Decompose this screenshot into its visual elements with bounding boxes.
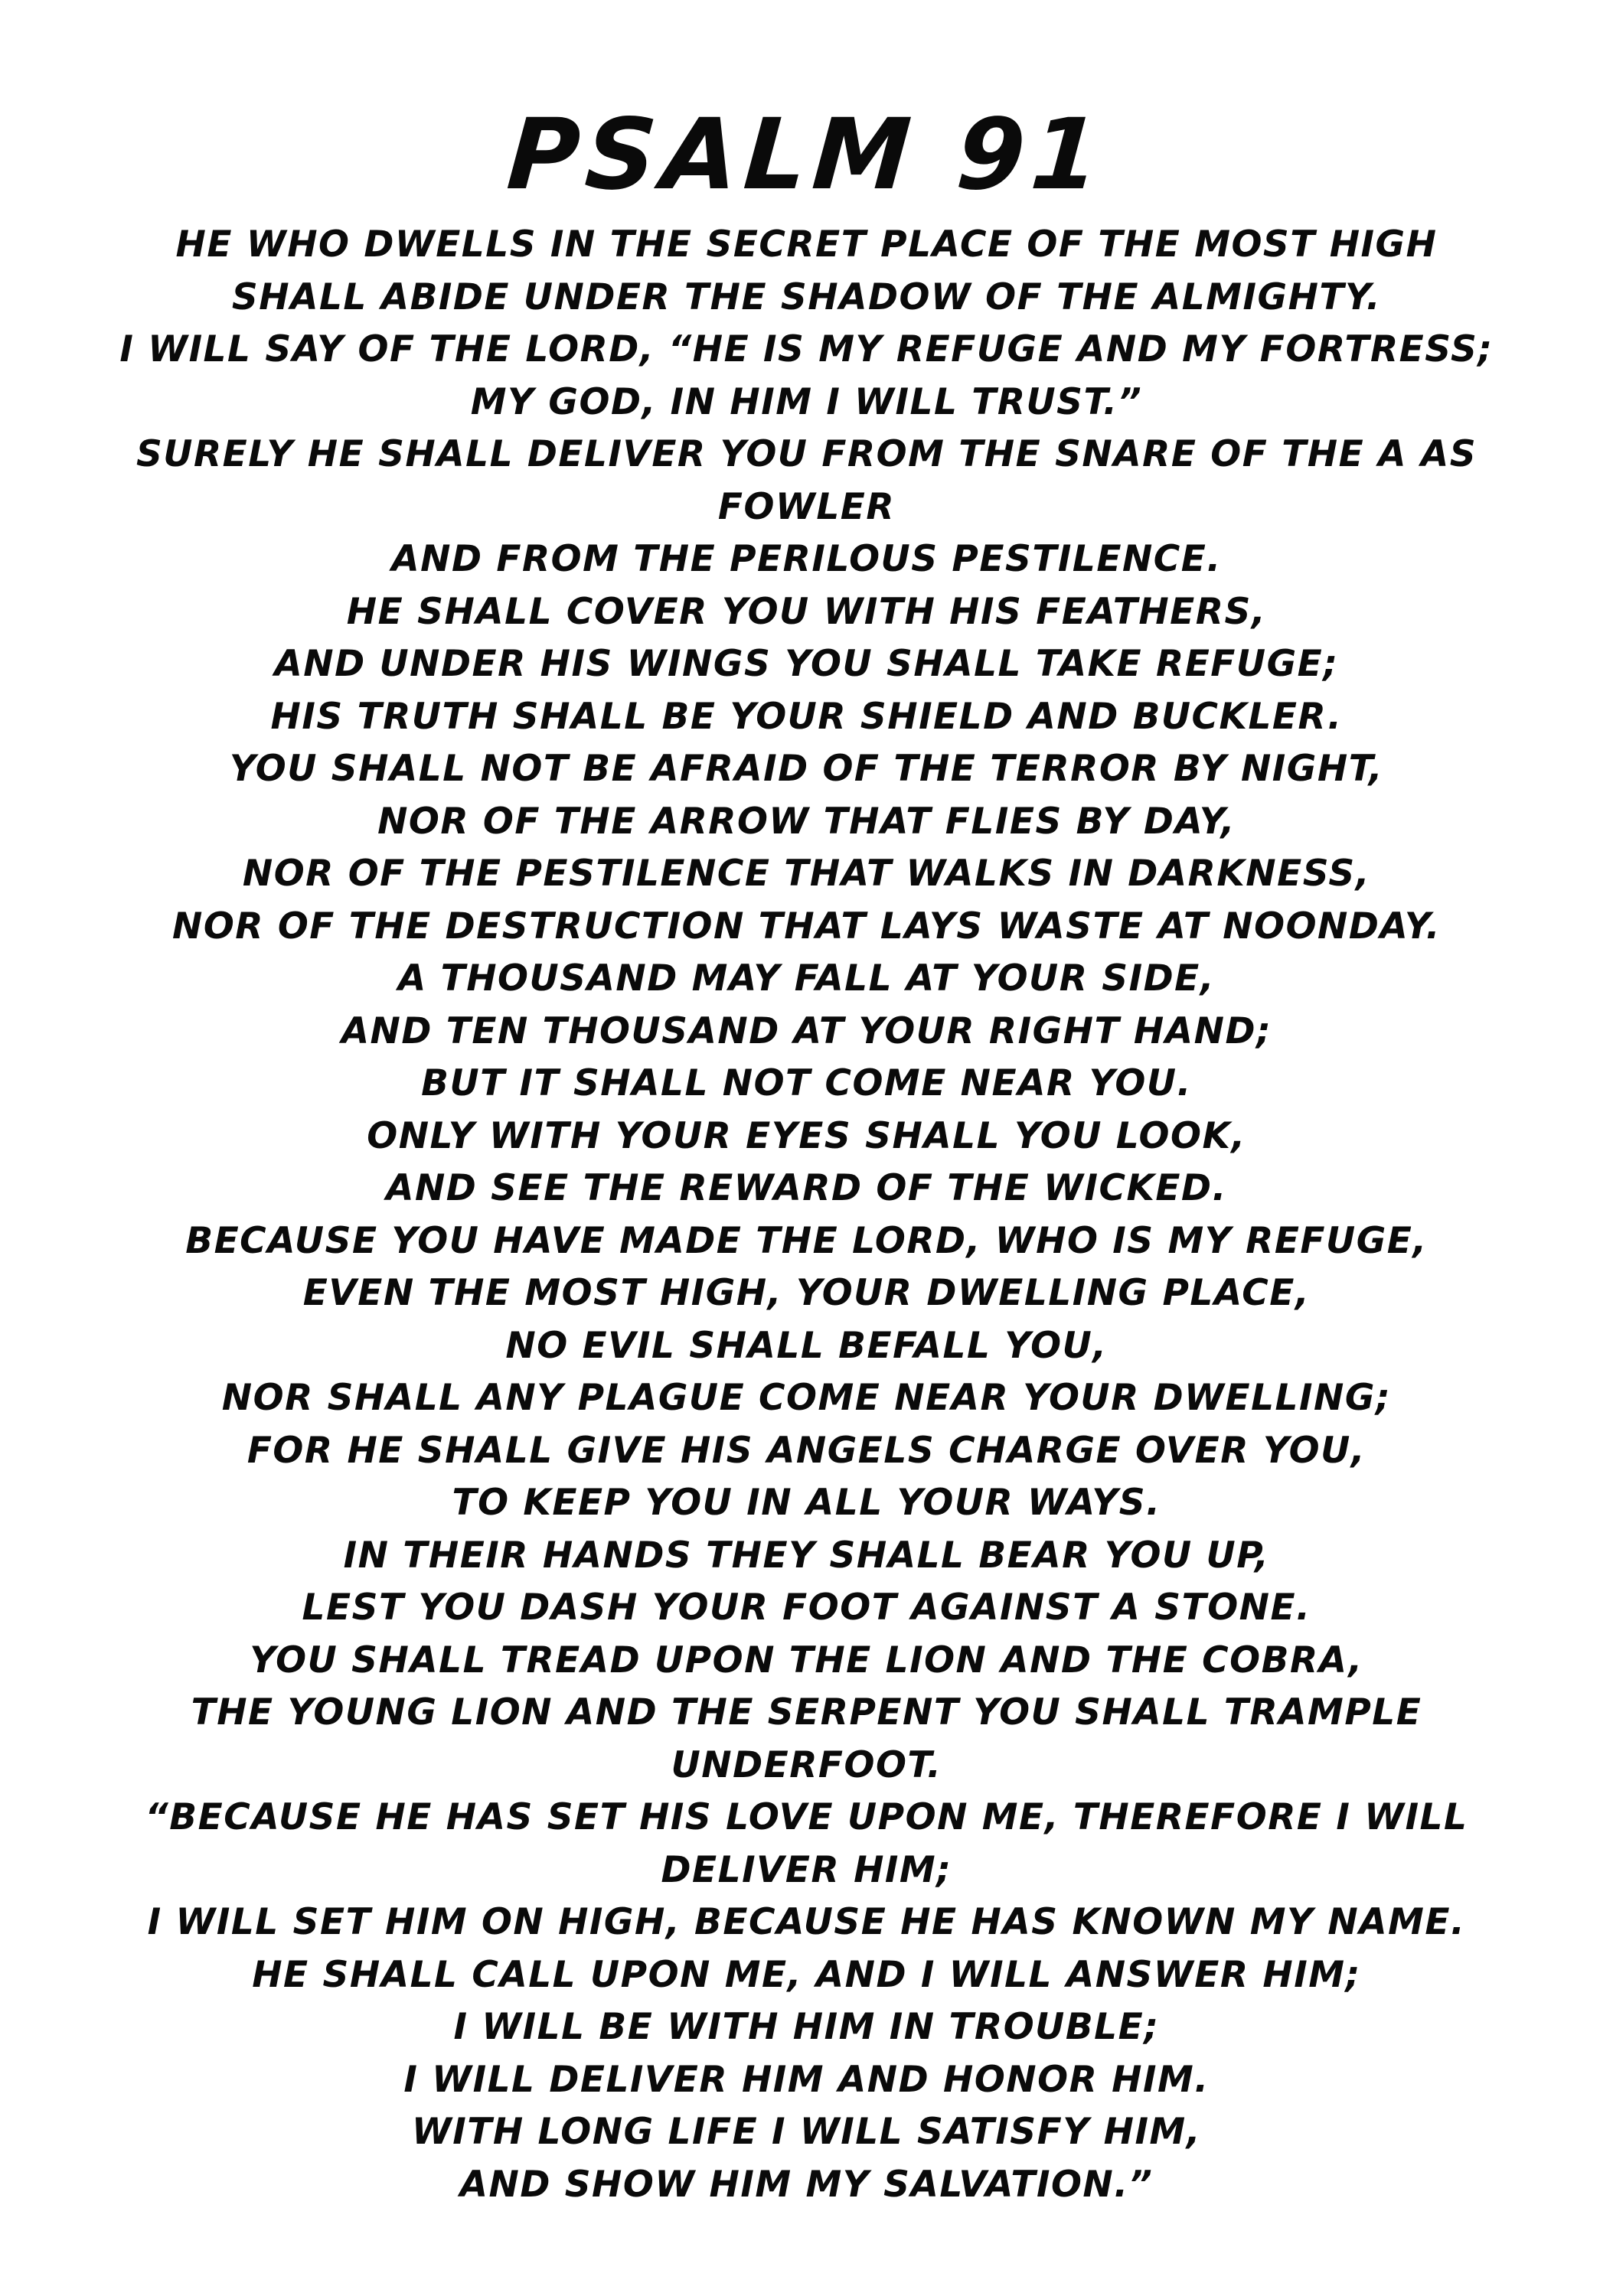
verse-line: TO KEEP YOU IN ALL YOUR WAYS. [452, 1482, 1161, 1524]
verse-line: SURELY HE SHALL DELIVER YOU FROM THE SNARE OF THE A AS [136, 433, 1477, 475]
verse-line: I WILL BE WITH HIM IN TROUBLE; [453, 2006, 1160, 2048]
verse-line: ONLY WITH YOUR EYES SHALL YOU LOOK, [367, 1114, 1246, 1157]
verse-line: DELIVER HIM; [661, 1848, 952, 1891]
verse-line: NO EVIL SHALL BEFALL YOU, [505, 1324, 1108, 1367]
psalm-text [46, 219, 1567, 2211]
verse-line: HE SHALL COVER YOU WITH HIS FEATHERS, [346, 590, 1267, 633]
verse-line: AND UNDER HIS WINGS YOU SHALL TAKE REFUGE; [274, 643, 1339, 685]
verse-line: FOR HE SHALL GIVE HIS ANGELS CHARGE OVER YOU, [247, 1429, 1366, 1472]
verse-line: HE SHALL CALL UPON ME, AND I WILL ANSWER HIM; [252, 1953, 1361, 1996]
verse-line: HE WHO DWELLS IN THE SECRET PLACE OF THE MOST HIGH [175, 223, 1438, 266]
verse-line: BECAUSE YOU HAVE MADE THE LORD, WHO IS MY REFUGE, [185, 1219, 1428, 1262]
verse-line: LEST YOU DASH YOUR FOOT AGAINST A STONE. [302, 1587, 1311, 1629]
verse-line: I WILL SAY OF THE LORD, “HE IS MY REFUGE AND MY FORTRESS; [119, 328, 1494, 370]
verse-line: MY GOD, IN HIM I WILL TRUST.” [470, 380, 1143, 423]
verse-line: YOU SHALL NOT BE AFRAID OF THE TERROR BY NIGHT, [229, 748, 1384, 790]
verse-line: IN THEIR HANDS THEY SHALL BEAR YOU UP, [343, 1534, 1270, 1577]
verse-line: NOR OF THE ARROW THAT FLIES BY DAY, [377, 800, 1236, 843]
verse-line: NOR OF THE DESTRUCTION THAT LAYS WASTE AT NOONDAY. [172, 905, 1441, 947]
verse-line: HIS TRUTH SHALL BE YOUR SHIELD AND BUCKLER. [270, 695, 1343, 738]
verse-line: YOU SHALL TREAD UPON THE LION AND THE COBRA, [250, 1639, 1363, 1681]
verse-line: BUT IT SHALL NOT COME NEAR YOU. [421, 1062, 1192, 1104]
verse-line: FOWLER [717, 485, 896, 528]
verse-line: “BECAUSE HE HAS SET HIS LOVE UPON ME, THEREFORE I WILL [145, 1796, 1468, 1838]
verse-line: NOR SHALL ANY PLAGUE COME NEAR YOUR DWELLING; [221, 1377, 1392, 1419]
verse-line: AND SEE THE REWARD OF THE WICKED. [386, 1167, 1227, 1209]
verse-line: AND TEN THOUSAND AT YOUR RIGHT HAND; [341, 1009, 1272, 1052]
verse-line: THE YOUNG LION AND THE SERPENT YOU SHALL TRAMPLE [191, 1691, 1422, 1733]
verse-line: I WILL SET HIM ON HIGH, BECAUSE HE HAS KNOWN MY NAME. [147, 1901, 1466, 1943]
verse-line: I WILL DELIVER HIM AND HONOR HIM. [403, 2058, 1210, 2101]
verse-line: NOR OF THE PESTILENCE THAT WALKS IN DARKNESS, [242, 853, 1371, 895]
page-title: PSALM 91 [503, 98, 1110, 212]
verse-line: AND FROM THE PERILOUS PESTILENCE. [391, 538, 1222, 580]
verse-line: AND SHOW HIM MY SALVATION.” [459, 2163, 1154, 2206]
verse-line: EVEN THE MOST HIGH, YOUR DWELLING PLACE, [302, 1272, 1311, 1314]
verse-line: SHALL ABIDE UNDER THE SHADOW OF THE ALMIGHTY. [231, 276, 1382, 318]
verse-line: A THOUSAND MAY FALL AT YOUR SIDE, [397, 957, 1216, 1000]
verse-line: WITH LONG LIFE I WILL SATISFY HIM, [411, 2111, 1202, 2153]
verse-line: UNDERFOOT. [671, 1743, 942, 1786]
